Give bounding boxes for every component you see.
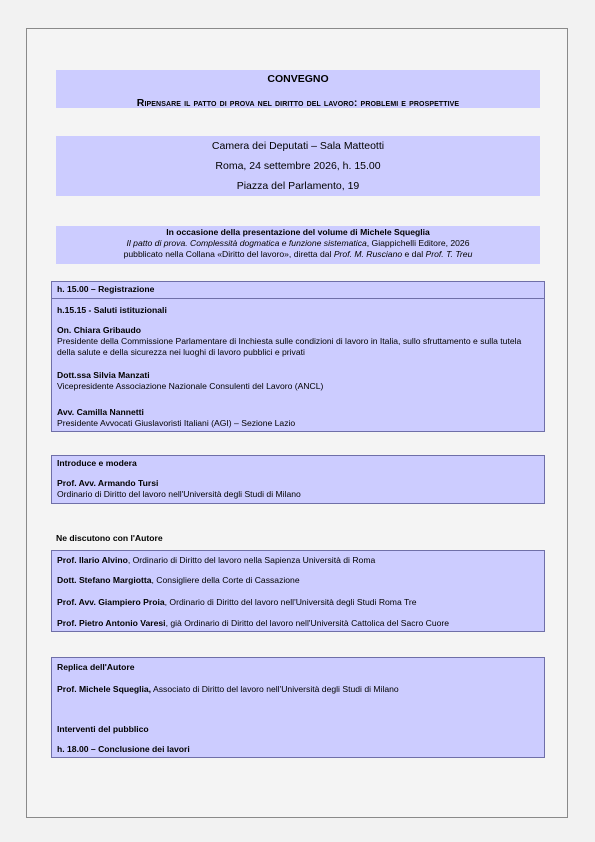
- panelist-name: Dott. Stefano Margiotta: [57, 575, 152, 585]
- book-publisher: , Giappichelli Editore, 2026: [366, 238, 470, 248]
- discussion-heading: Ne discutono con l'Autore: [56, 533, 163, 543]
- reply-heading: Replica dell'Autore: [57, 662, 135, 672]
- title-band: [56, 70, 540, 108]
- programme-divider: [52, 298, 544, 299]
- author-name: Prof. Michele Squeglia,: [57, 684, 152, 694]
- book-intro: In occasione della presentazione del volume di Michele Squeglia: [166, 227, 430, 237]
- speaker-role: Presidente Avvocati Giuslavoristi Italiani (AGI) – Sezione Lazio: [57, 418, 296, 428]
- event-label: CONVEGNO: [267, 73, 329, 85]
- conclusion: h. 18.00 – Conclusione dei lavori: [57, 744, 190, 754]
- author-line: [57, 684, 540, 695]
- book-title: Il patto di prova. Complessità dogmatica e funzione sistematica: [126, 238, 367, 248]
- panelist: [57, 618, 540, 629]
- moderator-heading: Introduce e modera: [57, 458, 137, 468]
- event-title: Ripensare il patto di prova nel diritto del lavoro: problemi e prospettive: [136, 97, 460, 109]
- book-line: [56, 238, 540, 249]
- registration: h. 15.00 – Registrazione: [57, 284, 155, 294]
- greetings: h.15.15 - Saluti istituzionali: [57, 305, 167, 315]
- panelist-name: Prof. Ilario Alvino: [57, 555, 128, 565]
- panelist: [57, 575, 540, 586]
- public-interventions: Interventi del pubblico: [57, 724, 149, 734]
- panelist-role: , Ordinario di Diritto del lavoro nell'Università degli Studi Roma Tre: [164, 597, 417, 607]
- moderator-box: [51, 455, 545, 504]
- speaker-name: Avv. Camilla Nannetti: [57, 407, 144, 417]
- series-and: e dal: [402, 249, 426, 259]
- panelist-name: Prof. Pietro Antonio Varesi: [57, 618, 166, 628]
- series-director-2: Prof. T. Treu: [425, 249, 473, 259]
- panelist-name: Prof. Avv. Giampiero Proia: [57, 597, 165, 607]
- venue-date: Roma, 24 settembre 2026, h. 15.00: [215, 160, 381, 172]
- venue-band: [56, 136, 540, 196]
- moderator-name: Prof. Avv. Armando Tursi: [57, 478, 159, 488]
- moderator-role: Ordinario di Diritto del lavoro nell'Università degli Studi di Milano: [57, 489, 301, 499]
- panelist: [57, 555, 540, 566]
- programme-box: [51, 281, 545, 432]
- speaker-role: Presidente della Commissione Parlamentare di Inchiesta sulle condizioni di lavoro in Italia, sullo sfruttamento e sulla tutela della salute e della sicurezza nei luoghi di lavoro pubblici e privati: [57, 336, 522, 357]
- book-series: [56, 249, 540, 260]
- author-role: Associato di Diritto del lavoro nell'Università degli Studi di Milano: [151, 684, 399, 694]
- panelist: [57, 597, 540, 608]
- speaker-name: On. Chiara Gribaudo: [57, 325, 142, 335]
- panelist-role: , già Ordinario di Diritto del lavoro nell'Università Cattolica del Sacro Cuore: [165, 618, 450, 628]
- book-band: [56, 226, 540, 264]
- closing-box: [51, 657, 545, 758]
- panel-box: [51, 550, 545, 632]
- panelist-role: , Ordinario di Diritto del lavoro nella Sapienza Università di Roma: [127, 555, 376, 565]
- venue-address: Piazza del Parlamento, 19: [236, 180, 360, 192]
- venue-place: Camera dei Deputati – Sala Matteotti: [211, 140, 385, 152]
- speaker-role: Vicepresidente Associazione Nazionale Consulenti del Lavoro (ANCL): [57, 381, 324, 391]
- speaker-name: Dott.ssa Silvia Manzati: [57, 370, 150, 380]
- panelist-role: , Consigliere della Corte di Cassazione: [151, 575, 300, 585]
- series-prefix: pubblicato nella Collana «Diritto del lavoro», diretta dal: [123, 249, 334, 259]
- series-director-1: Prof. M. Rusciano: [333, 249, 403, 259]
